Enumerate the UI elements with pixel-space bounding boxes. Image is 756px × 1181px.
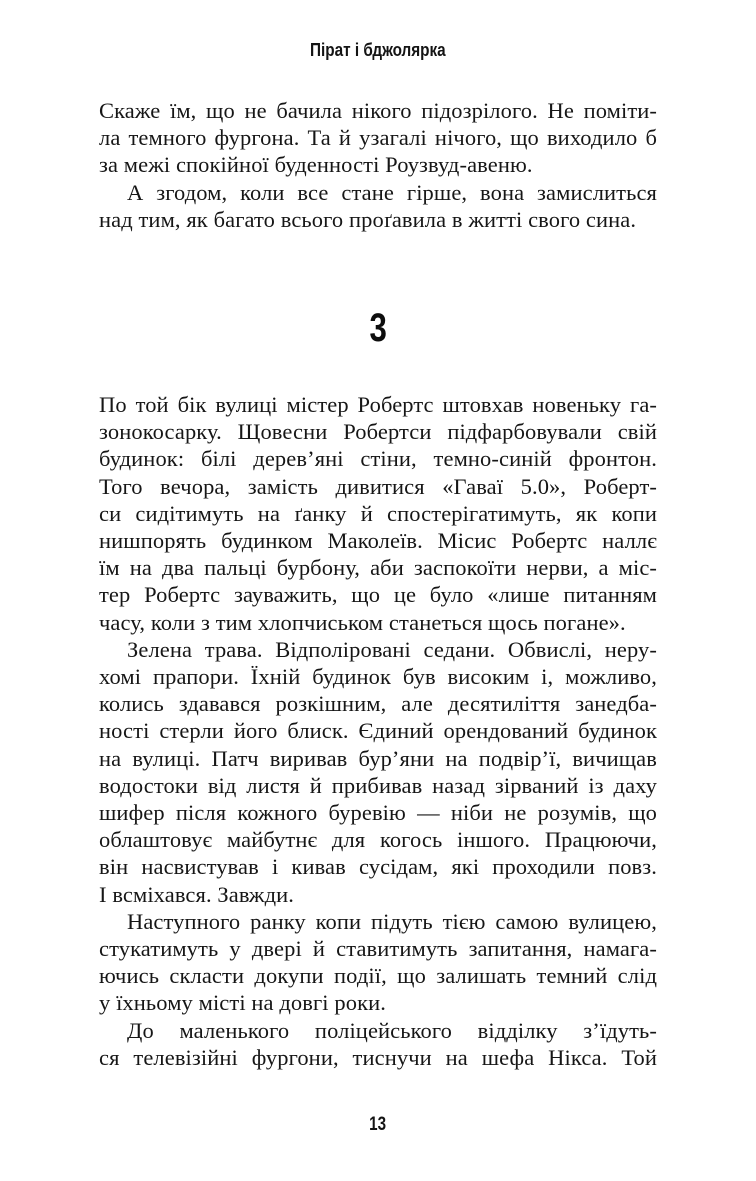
text-line: До маленького поліцейського відділку з’їдуть- <box>127 1017 657 1043</box>
paragraph <box>99 97 657 179</box>
page-number-value: 13 <box>369 1114 387 1135</box>
text-line: си сидітимуть на ґанку й спостерігатимуть, як копи <box>99 500 657 526</box>
text-line: він насвистував і кивав сусідам, які проходили повз. <box>99 854 657 880</box>
text-line: часу, коли з тим хлопчиськом станеться щось погане». <box>99 609 626 635</box>
text-line: зонокосарку. Щовесни Робертси підфарбовували свій <box>99 419 657 445</box>
text-line: за межі спокійної буденності Роузвуд-авеню. <box>99 152 533 178</box>
text-line: водостоки від листя й прибивав назад зірваний із даху <box>99 772 657 798</box>
chapter-number: 3 <box>369 306 387 351</box>
text-line: хомі прапори. Їхній будинок був високим і, можливо, <box>99 664 657 690</box>
text-line: над тим, як багато всього проґавила в житті свого сина. <box>99 206 637 232</box>
text-line: їм на два пальці бурбону, аби заспокоїти нерви, а міс- <box>99 555 657 581</box>
running-header <box>0 41 756 60</box>
text-line: ла темного фургона. Та й узагалі нічого, що виходило б <box>99 125 657 151</box>
text-line: тер Робертс зауважить, що це було «лише питанням <box>99 582 657 608</box>
text-line: будинок: білі дерев’яні стіни, темно-синій фронтон. <box>99 446 657 472</box>
text-line: колись здавався розкішним, але десятиліття занедба- <box>99 691 657 717</box>
text-line: у їхньому місті на довгі роки. <box>99 990 386 1016</box>
text-line: на вулиці. Патч виривав бур’яни на подвір’ї, вичищав <box>99 745 657 771</box>
page-number <box>0 1114 756 1135</box>
text-line: І всміхався. Завжди. <box>99 881 294 907</box>
running-header-title: Пірат і бджолярка <box>310 40 446 60</box>
text-line: шифер після кожного буревію — ніби не розумів, що <box>99 800 657 826</box>
paragraph <box>99 636 657 908</box>
text-line: Скаже їм, що не бачила нікого підозрілого. Не поміти- <box>99 98 657 123</box>
text-line: нишпорять будинком Маколеїв. Місис Робертс наллє <box>99 528 657 554</box>
text-line: ся телевізійні фургони, тиснучи на шефа Нікса. Той <box>99 1044 657 1070</box>
paragraph <box>99 1017 657 1071</box>
chapter-number-heading <box>99 305 657 351</box>
text-line: Того вечора, замість дивитися «Гаваї 5.0», Роберт- <box>99 473 657 499</box>
text-line: ності стерли його блиск. Єдиний орендований будинок <box>99 718 657 744</box>
body-text <box>99 97 657 1071</box>
text-line: ючись скласти докупи події, що залишать темний слід <box>99 963 657 989</box>
paragraph <box>99 908 657 1017</box>
paragraph <box>99 391 657 636</box>
paragraph <box>99 179 657 233</box>
text-line: По той бік вулиці містер Робертс штовхав новеньку га- <box>99 392 657 418</box>
text-line: Зелена трава. Відполіровані седани. Обвислі, неру- <box>127 636 657 662</box>
text-line: А згодом, коли все стане гірше, вона замислиться <box>127 179 657 205</box>
text-line: стукатимуть у двері й ставитимуть запитання, намага- <box>99 936 657 962</box>
text-line: облаштовує майбутнє для когось іншого. Працюючи, <box>99 827 657 853</box>
text-line: Наступного ранку копи підуть тією самою вулицею, <box>127 908 657 934</box>
